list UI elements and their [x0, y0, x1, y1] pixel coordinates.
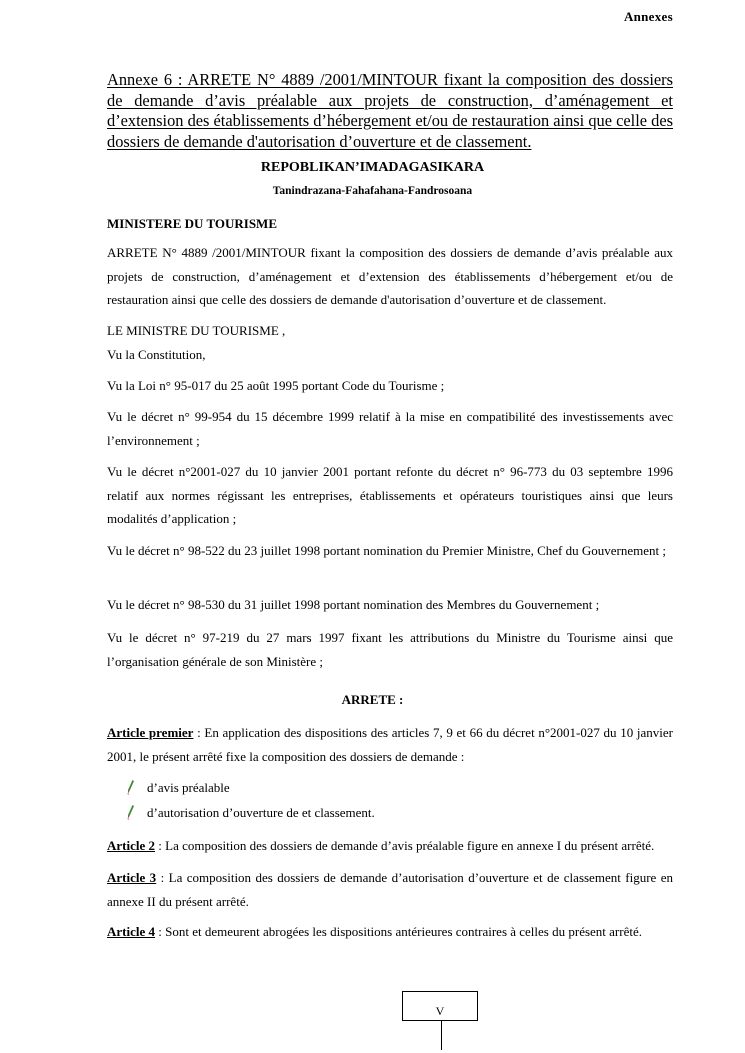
page-number-stem: [441, 1021, 442, 1050]
vu-decret-98-530: Vu le décret n° 98-530 du 31 juillet 1998 portant nomination des Membres du Gouvernement ;: [107, 597, 600, 612]
article-3-label: Article 3: [107, 870, 157, 885]
article-2-text: : La composition des dossiers de demande d’avis préalable figure en annexe I du présent arrêté.: [155, 838, 655, 853]
page-number-box: [402, 991, 478, 1021]
article-2: [107, 836, 673, 856]
minister-line: LE MINISTRE DU TOURISME ,: [107, 323, 286, 338]
article-premier-label: Article premier: [107, 725, 194, 740]
article-3: [107, 866, 673, 913]
article-4: [107, 922, 673, 942]
vu-constitution: Vu la Constitution,: [107, 347, 206, 362]
bullet-text: d’avis préalable: [147, 780, 230, 795]
vu-loi-95-017: Vu la Loi n° 95-017 du 25 août 1995 portant Code du Tourisme ;: [107, 378, 445, 393]
article-premier: [107, 721, 673, 768]
article-3-text: : La composition des dossiers de demande d’autorisation d’ouverture et de classement figure en annexe II du présent arrêté.: [107, 870, 673, 909]
vu-decret-97-219: Vu le décret n° 97-219 du 27 mars 1997 fixant les attributions du Ministre du Tourisme ainsi que l’organisation générale de son Ministère ;: [107, 630, 673, 669]
article-2-label: Article 2: [107, 838, 156, 853]
section-header: Annexes: [623, 9, 673, 24]
national-motto: Tanindrazana-Fahafahana-Fandrosoana: [272, 185, 473, 197]
vu-decret-2001-027: Vu le décret n°2001-027 du 10 janvier 2001 portant refonte du décret n° 96-773 du 03 septembre 1996 relatif aux normes régissant les entreprises, établissements et opérateurs touristiques ainsi que leurs modalités d’application ;: [107, 464, 673, 526]
ministry-heading: MINISTERE DU TOURISME: [107, 216, 278, 231]
article-premier-text: : En application des dispositions des articles 7, 9 et 66 du décret n°2001-027 du 10 janvier 2001, le présent arrêté fixe la composition des dossiers de demande :: [107, 725, 673, 764]
article-4-text: : Sont et demeurent abrogées les dispositions antérieures contraires à celles du présent arrêté.: [155, 924, 642, 939]
bullet-text: d’autorisation d’ouverture de et classement.: [147, 805, 375, 820]
pen-bullet-icon: [124, 778, 136, 798]
decree-intro: ARRETE N° 4889 /2001/MINTOUR fixant la composition des dossiers de demande d’avis préalable aux projets de construction, d’aménagement et d’extension des établissements d’hébergement et/ou de restauration ainsi que celle des dossiers de demande d'autorisation d’ouverture et de classement.: [107, 245, 673, 307]
annex-title: Annexe 6 : ARRETE N° 4889 /2001/MINTOUR fixant la composition des dossiers de demande d’avis préalable aux projets de construction, d’aménagement et d’extension des établissements d’hébergement et/ou de restauration ainsi que celle des dossiers de demande d'autorisation d’ouverture et de classement.: [107, 70, 673, 151]
page-number: V: [435, 1004, 445, 1018]
vu-decret-99-954: Vu le décret n° 99-954 du 15 décembre 1999 relatif à la mise en compatibilité des investissements avec l’environnement ;: [107, 409, 673, 448]
article-4-label: Article 4: [107, 924, 156, 939]
pen-bullet-icon: [124, 803, 136, 823]
arrete-heading: ARRETE :: [341, 692, 404, 707]
vu-decret-98-522: Vu le décret n° 98-522 du 23 juillet 1998 portant nomination du Premier Ministre, Chef du Gouvernement ;: [107, 543, 666, 558]
republic-name: REPOBLIKAN’IMADAGASIKARA: [260, 160, 485, 175]
